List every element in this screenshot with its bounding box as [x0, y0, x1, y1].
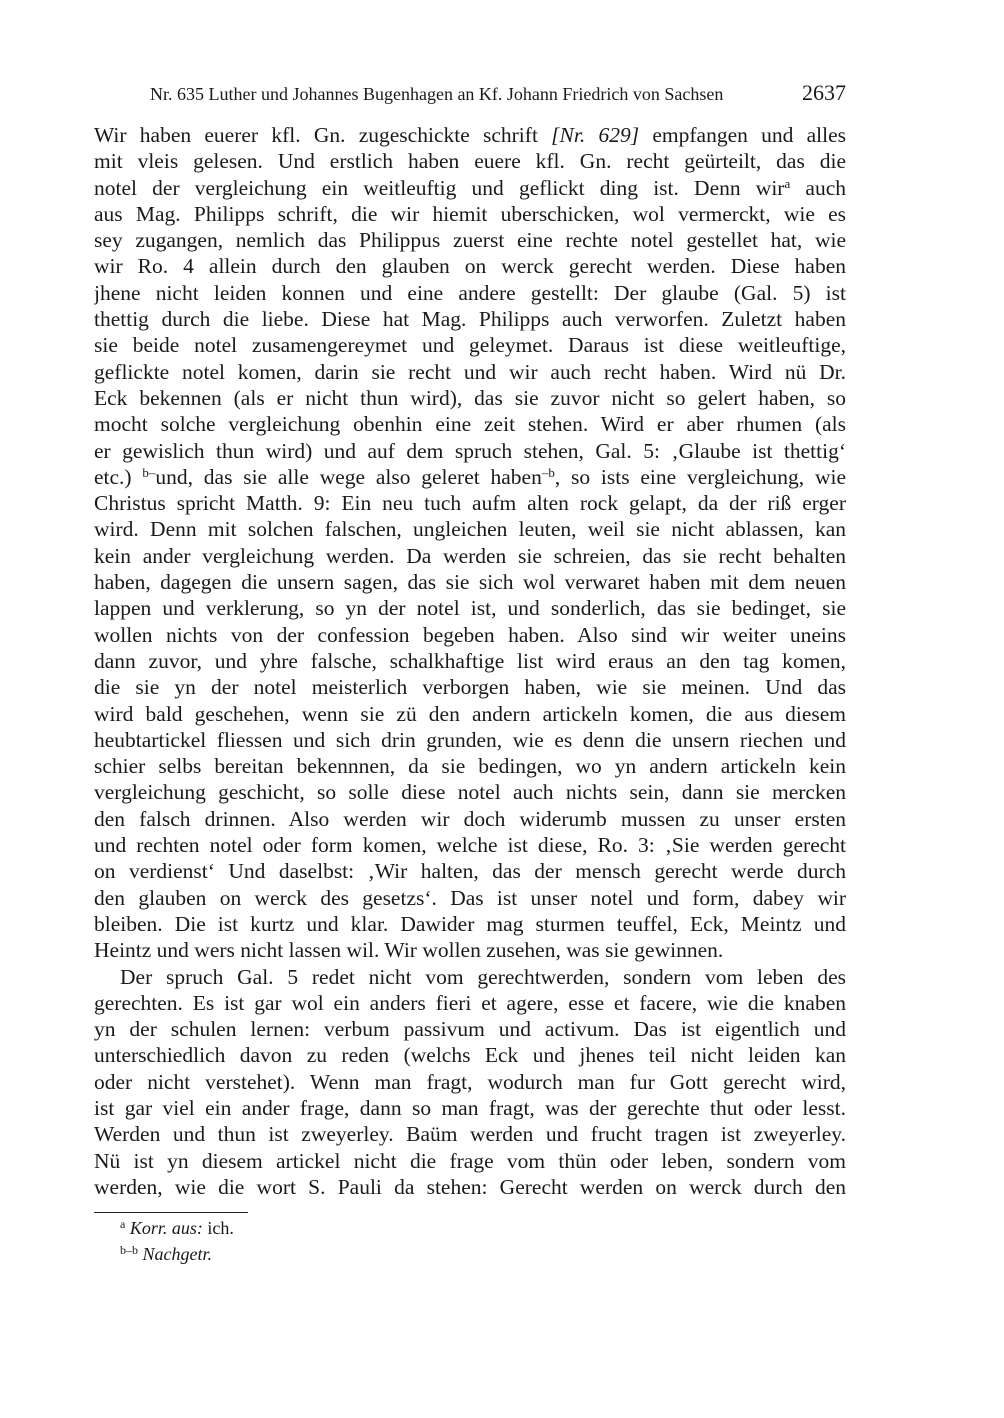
footnote-marker: a	[784, 175, 791, 191]
footnote-marker: b–	[142, 464, 156, 480]
text-line: Eck bekennen (als er nicht thun wird), das sie zuvor nicht so gelert haben, so	[94, 385, 846, 410]
text-segment: , so ists eine vergleichung, wie	[554, 464, 846, 489]
text-line: vergleichung geschicht, so solle diese notel auch nichts sein, dann sie mercken	[94, 780, 846, 805]
footnote-label: Nachgetr.	[142, 1244, 212, 1264]
text-line: wollen nichts von der confession begeben haben. Also sind wir weiter uneins	[94, 622, 846, 647]
text-line: die sie yn der notel meisterlich verborgen haben, wie sie meinen. Und das	[94, 675, 846, 700]
text-line: und rechten notel oder form komen, welche ist diese, Ro. 3: ‚Sie werden gerecht	[94, 833, 846, 858]
text-line: Christus spricht Matth. 9: Ein neu tuch aufm alten rock gelapt, da der riß erger	[94, 491, 846, 516]
text-line: oder nicht verstehet). Wenn man fragt, wodurch man fur Gott gerecht wird,	[94, 1069, 846, 1094]
letter-body	[94, 122, 846, 1200]
text-line: heubtartickel fliessen und sich drin grunden, wie es denn die unsern riechen und	[94, 727, 846, 752]
text-line: Nü ist yn diesem artickel nicht die frage vom thün oder leben, sondern vom	[94, 1148, 846, 1173]
text-line: mocht solche vergleichung obenhin eine zeit stehen. Wird er aber rhumen (als	[94, 412, 846, 437]
text-line: den glauben on werck des gesetzs‘. Das ist unser notel und form, dabey wir	[94, 885, 846, 910]
page-number: 2637	[802, 80, 846, 105]
text-line: haben, dagegen die unsern sagen, das sie sich wol verwaret haben mit dem neuen	[94, 570, 846, 595]
text-line: ist gar viel ein ander frage, dann so man fragt, was der gerechte thut oder lesst.	[94, 1095, 846, 1120]
text-line: den falsch drinnen. Also werden wir doch widerumb mussen zu unser ersten	[94, 806, 846, 831]
text-line: jhene nicht leiden konnen und eine andere gestellt: Der glaube (Gal. 5) ist	[94, 280, 846, 305]
footnote-text: ich.	[202, 1218, 234, 1238]
text-line: lappen und verklerung, so yn der notel ist, und sonderlich, das sie bedinget, sie	[94, 596, 846, 621]
text-line: wird bald geschehen, wenn sie zü den andern artickeln komen, die aus diesem	[94, 701, 846, 726]
text-segment: Wir haben euerer kfl. Gn. zugeschickte schrift	[94, 123, 552, 147]
text-line: werden, wie die wort S. Pauli da stehen: Gerecht werden on werck durch den	[94, 1174, 846, 1199]
footnote-a	[120, 1216, 234, 1240]
text-line: kein ander vergleichung werden. Da werden sie schreien, das sie recht behalten	[94, 543, 846, 568]
footnote-marker: b–b	[120, 1243, 138, 1257]
text-line: wir Ro. 4 allein durch den glauben on werck gerecht werden. Diese haben	[94, 254, 846, 279]
footnote-rule	[94, 1212, 248, 1213]
editorial-reference: [Nr. 629]	[551, 123, 640, 147]
text-segment: etc.)	[94, 464, 143, 489]
text-line: Werden und thun ist zweyerley. Baüm werden und frucht tragen ist zweyerley.	[94, 1122, 846, 1147]
running-head	[150, 80, 846, 110]
text-line: aus Mag. Philipps schrift, die wir hiemit uberschicken, wol vermerckt, wie es	[94, 201, 846, 226]
text-line: unterschiedlich davon zu reden (welchs Eck und jhenes teil nicht leiden kan	[94, 1043, 846, 1068]
text-segment: notel der vergleichung ein weitleuftig und geflickt ding ist. Denn wir	[94, 175, 785, 200]
text-segment: und, das sie alle wege also geleret haben	[155, 464, 542, 489]
running-head-title: Nr. 635 Luther und Johannes Bugenhagen an Kf. Johann Friedrich von Sachsen	[150, 84, 724, 104]
text-segment: empfangen und alles	[639, 123, 846, 147]
text-line: dann zuvor, und yhre falsche, schalkhaftige list wird eraus an den tag komen,	[94, 648, 846, 673]
text-line: yn der schulen lernen: verbum passivum und activum. Das ist eigentlich und	[94, 1017, 846, 1042]
text-line: geflickte notel komen, darin sie recht und wir auch recht haben. Wird nü Dr.	[94, 359, 846, 384]
text-line: sey zugangen, nemlich das Philippus zuerst eine rechte notel gestellet hat, wie	[94, 228, 846, 253]
text-line: Der spruch Gal. 5 redet nicht vom gerechtwerden, sondern vom leben des	[120, 964, 846, 989]
text-line: Heintz und wers nicht lassen wil. Wir wollen zusehen, was sie gewinnen.	[94, 938, 724, 963]
text-line: gerechten. Es ist gar wol ein anders fieri et agere, esse et facere, wie die knaben	[94, 990, 846, 1015]
text-line	[94, 464, 846, 490]
text-line: thettig durch die liebe. Diese hat Mag. Philipps auch verworfen. Zuletzt haben	[94, 307, 846, 332]
text-line: sie beide notel zusamengereymet und geleymet. Daraus ist diese weitleuftige,	[94, 333, 846, 358]
text-line: mit vleis gelesen. Und erstlich haben euere kfl. Gn. recht geürteilt, das die	[94, 149, 846, 174]
text-line: schier selbs bereitan bekennnen, da sie bedingen, wo yn andern artickeln kein	[94, 754, 846, 779]
text-line: on verdienst‘ Und daselbst: ‚Wir halten, das der mensch gerecht werde durch	[94, 859, 846, 884]
text-line: wird. Denn mit solchen falschen, ungleichen leuten, weil sie nicht ablassen, kan	[94, 517, 846, 542]
footnote-marker: –b	[541, 464, 555, 480]
text-line	[94, 175, 846, 201]
footnote-marker: a	[120, 1217, 126, 1231]
text-line: bleiben. Die ist kurtz und klar. Dawider mag sturmen teuffel, Eck, Meintz und	[94, 911, 846, 936]
text-line: er gewislich thun wird) und auf dem spruch stehen, Gal. 5: ‚Glaube ist thettig‘	[94, 438, 846, 463]
text-line	[94, 122, 846, 148]
text-segment: auch	[790, 175, 846, 200]
footnote-b	[120, 1242, 212, 1266]
footnote-label: Korr. aus:	[129, 1218, 203, 1238]
